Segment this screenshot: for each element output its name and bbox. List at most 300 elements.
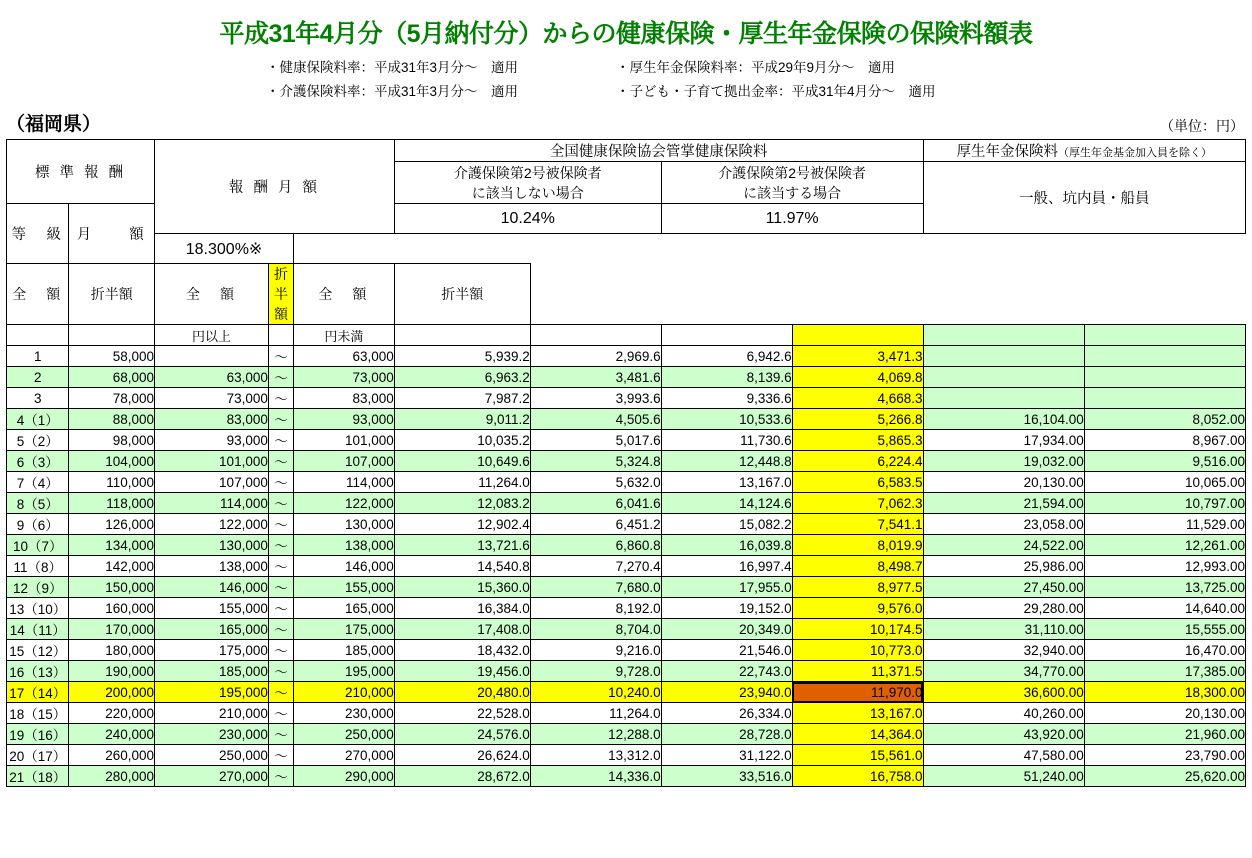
cell-range-from[interactable]: 185,000 bbox=[155, 661, 269, 682]
cell-grade[interactable]: 7（4） bbox=[7, 472, 69, 493]
cell-range-from[interactable]: 195,000 bbox=[155, 682, 269, 703]
cell-range-to[interactable]: 270,000 bbox=[294, 745, 395, 766]
cell-grade[interactable]: 8（5） bbox=[7, 493, 69, 514]
table-row[interactable] bbox=[7, 745, 1246, 766]
cell-range-tilde[interactable]: ～ bbox=[268, 346, 293, 367]
cell-kosei-full[interactable]: 17,934.00 bbox=[923, 430, 1084, 451]
cell-kaigo-half[interactable]: 8,498.7 bbox=[792, 556, 923, 577]
cell-kosei-full[interactable]: 36,600.00 bbox=[923, 682, 1084, 703]
cell-range-tilde[interactable]: ～ bbox=[268, 430, 293, 451]
cell-range-tilde[interactable]: ～ bbox=[268, 724, 293, 745]
cell-range-to[interactable]: 122,000 bbox=[294, 493, 395, 514]
cell-kosei-half[interactable]: 8,052.00 bbox=[1084, 409, 1245, 430]
cell-range-to[interactable]: 185,000 bbox=[294, 640, 395, 661]
cell-monthly-amount[interactable]: 190,000 bbox=[69, 661, 155, 682]
cell-kaigo-full[interactable]: 22,743.0 bbox=[661, 661, 792, 682]
cell-monthly-amount[interactable]: 240,000 bbox=[69, 724, 155, 745]
page-title: 平成31年4月分（5月納付分）からの健康保険・厚生年金保険の保険料額表 bbox=[219, 20, 1033, 48]
cell-monthly-amount[interactable]: 126,000 bbox=[69, 514, 155, 535]
cell-kosei-half[interactable]: 8,967.00 bbox=[1084, 430, 1245, 451]
cell-range-from[interactable]: 250,000 bbox=[155, 745, 269, 766]
cell-kenpo-half[interactable]: 3,993.6 bbox=[530, 388, 661, 409]
cell-kenpo-full[interactable]: 20,480.0 bbox=[394, 682, 530, 703]
cell-kenpo-half[interactable]: 6,451.2 bbox=[530, 514, 661, 535]
cell-kaigo-full[interactable]: 13,167.0 bbox=[661, 472, 792, 493]
cell-kenpo-full[interactable]: 14,540.8 bbox=[394, 556, 530, 577]
cell-kosei-full[interactable]: 34,770.00 bbox=[923, 661, 1084, 682]
header-kenpo-kaigo-full bbox=[155, 264, 269, 325]
cell-kosei-full[interactable]: 23,058.00 bbox=[923, 514, 1084, 535]
spacer-tilde bbox=[268, 325, 293, 346]
rate-kosei: 18.300%※ bbox=[155, 234, 294, 264]
notes-row bbox=[266, 80, 986, 104]
cell-kaigo-half[interactable]: 5,266.8 bbox=[792, 409, 923, 430]
cell-kaigo-full[interactable]: 16,039.8 bbox=[661, 535, 792, 556]
cell-range-from[interactable]: 93,000 bbox=[155, 430, 269, 451]
cell-monthly-amount[interactable]: 180,000 bbox=[69, 640, 155, 661]
cell-range-tilde[interactable]: ～ bbox=[268, 556, 293, 577]
cell-kenpo-full[interactable]: 16,384.0 bbox=[394, 598, 530, 619]
cell-kenpo-half[interactable]: 8,704.0 bbox=[530, 619, 661, 640]
cell-monthly-amount[interactable]: 142,000 bbox=[69, 556, 155, 577]
cell-kosei-full[interactable] bbox=[923, 346, 1084, 367]
cell-kosei-full[interactable]: 19,032.00 bbox=[923, 451, 1084, 472]
cell-kenpo-half[interactable]: 12,288.0 bbox=[530, 724, 661, 745]
header-kenpo-full-text: 全 額 bbox=[12, 286, 64, 303]
cell-grade[interactable]: 3 bbox=[7, 388, 69, 409]
cell-kosei-full[interactable]: 24,522.00 bbox=[923, 535, 1084, 556]
header-yen-above: 円以上 bbox=[155, 325, 269, 346]
cell-kaigo-full[interactable]: 26,334.0 bbox=[661, 703, 792, 724]
header-grade bbox=[7, 204, 69, 264]
cell-kaigo-half[interactable]: 8,977.5 bbox=[792, 577, 923, 598]
header-kenpo-group-text: 全国健康保険協会管掌健康保険料 bbox=[549, 144, 768, 161]
cell-kosei-full[interactable]: 47,580.00 bbox=[923, 745, 1084, 766]
rate-kaigo-applicable: 11.97% bbox=[661, 204, 923, 234]
cell-kaigo-half[interactable]: 10,174.5 bbox=[792, 619, 923, 640]
cell-kaigo-half[interactable]: 11,970.0 bbox=[792, 682, 923, 703]
cell-range-from[interactable]: 114,000 bbox=[155, 493, 269, 514]
cell-kaigo-full[interactable]: 10,533.6 bbox=[661, 409, 792, 430]
cell-kenpo-half[interactable]: 5,324.8 bbox=[530, 451, 661, 472]
cell-kaigo-half[interactable]: 4,069.8 bbox=[792, 367, 923, 388]
cell-kaigo-half[interactable]: 6,583.5 bbox=[792, 472, 923, 493]
cell-kosei-half[interactable]: 13,725.00 bbox=[1084, 577, 1245, 598]
cell-range-from[interactable] bbox=[155, 346, 269, 367]
cell-range-from[interactable]: 101,000 bbox=[155, 451, 269, 472]
cell-kosei-half[interactable]: 12,993.00 bbox=[1084, 556, 1245, 577]
header-general-miner-seafarer bbox=[923, 162, 1245, 234]
cell-range-from[interactable]: 138,000 bbox=[155, 556, 269, 577]
cell-kosei-full[interactable]: 27,450.00 bbox=[923, 577, 1084, 598]
cell-monthly-amount[interactable]: 220,000 bbox=[69, 703, 155, 724]
cell-kaigo-half[interactable]: 9,576.0 bbox=[792, 598, 923, 619]
cell-range-to[interactable]: 138,000 bbox=[294, 535, 395, 556]
cell-kenpo-half[interactable]: 14,336.0 bbox=[530, 766, 661, 787]
cell-kenpo-full[interactable]: 17,408.0 bbox=[394, 619, 530, 640]
header-kaigo-applicable-l2: に該当する場合 bbox=[743, 184, 842, 201]
cell-kenpo-half[interactable]: 6,860.8 bbox=[530, 535, 661, 556]
cell-grade[interactable]: 17（14） bbox=[7, 682, 69, 703]
cell-grade[interactable]: 20（17） bbox=[7, 745, 69, 766]
cell-kenpo-full[interactable]: 18,432.0 bbox=[394, 640, 530, 661]
cell-range-to[interactable]: 83,000 bbox=[294, 388, 395, 409]
cell-grade[interactable]: 2 bbox=[7, 367, 69, 388]
cell-kenpo-full[interactable]: 13,721.6 bbox=[394, 535, 530, 556]
cell-kosei-full[interactable]: 20,130.00 bbox=[923, 472, 1084, 493]
cell-range-from[interactable]: 230,000 bbox=[155, 724, 269, 745]
header-kosei-group bbox=[923, 140, 1245, 162]
table-row[interactable] bbox=[7, 535, 1246, 556]
table-row[interactable] bbox=[7, 682, 1246, 703]
cell-grade[interactable]: 6（3） bbox=[7, 451, 69, 472]
cell-kaigo-half[interactable]: 8,019.9 bbox=[792, 535, 923, 556]
cell-monthly-amount[interactable]: 134,000 bbox=[69, 535, 155, 556]
cell-kaigo-half[interactable]: 13,167.0 bbox=[792, 703, 923, 724]
table-row[interactable] bbox=[7, 766, 1246, 787]
cell-range-to[interactable]: 165,000 bbox=[294, 598, 395, 619]
cell-kosei-half[interactable]: 17,385.00 bbox=[1084, 661, 1245, 682]
note-care-rate: ・介護保険料率：平成31年3月分～ 適用 bbox=[266, 83, 519, 99]
header-monthly-amount-text: 月 額 bbox=[76, 227, 147, 244]
cell-range-from[interactable]: 155,000 bbox=[155, 598, 269, 619]
cell-kosei-half[interactable]: 11,529.00 bbox=[1084, 514, 1245, 535]
cell-monthly-amount[interactable]: 150,000 bbox=[69, 577, 155, 598]
cell-kaigo-full[interactable]: 16,997.4 bbox=[661, 556, 792, 577]
header-kosei-group-text: 厚生年金保険料 bbox=[956, 144, 1059, 161]
cell-range-tilde[interactable]: ～ bbox=[268, 598, 293, 619]
cell-kenpo-half[interactable]: 7,270.4 bbox=[530, 556, 661, 577]
cell-range-from[interactable]: 73,000 bbox=[155, 388, 269, 409]
cell-range-from[interactable]: 107,000 bbox=[155, 472, 269, 493]
cell-kosei-full[interactable]: 51,240.00 bbox=[923, 766, 1084, 787]
cell-kosei-full[interactable] bbox=[923, 388, 1084, 409]
cell-kaigo-full[interactable]: 12,448.8 bbox=[661, 451, 792, 472]
cell-kosei-half[interactable]: 12,261.00 bbox=[1084, 535, 1245, 556]
cell-kaigo-full[interactable]: 20,349.0 bbox=[661, 619, 792, 640]
spacer-kaigo-full bbox=[661, 325, 792, 346]
header-remuneration-monthly-text: 報 酬 月 額 bbox=[228, 180, 320, 197]
note-health-rate: ・健康保険料率：平成31年3月分～ 適用 bbox=[266, 60, 519, 75]
cell-kaigo-half[interactable]: 4,668.3 bbox=[792, 388, 923, 409]
table-row[interactable] bbox=[7, 724, 1246, 745]
cell-grade[interactable]: 14（11） bbox=[7, 619, 69, 640]
cell-range-from[interactable]: 165,000 bbox=[155, 619, 269, 640]
table-row[interactable] bbox=[7, 493, 1246, 514]
cell-kaigo-half[interactable]: 3,471.3 bbox=[792, 346, 923, 367]
cell-kosei-half[interactable]: 10,797.00 bbox=[1084, 493, 1245, 514]
cell-range-tilde[interactable]: ～ bbox=[268, 640, 293, 661]
cell-kosei-half[interactable]: 15,555.00 bbox=[1084, 619, 1245, 640]
cell-kaigo-full[interactable]: 21,546.0 bbox=[661, 640, 792, 661]
cell-monthly-amount[interactable]: 88,000 bbox=[69, 409, 155, 430]
spacer-monthly bbox=[69, 325, 155, 346]
cell-range-from[interactable]: 122,000 bbox=[155, 514, 269, 535]
cell-range-to[interactable]: 101,000 bbox=[294, 430, 395, 451]
cell-kosei-half[interactable] bbox=[1084, 388, 1245, 409]
cell-kosei-half[interactable]: 25,620.00 bbox=[1084, 766, 1245, 787]
cell-range-tilde[interactable]: ～ bbox=[268, 451, 293, 472]
cell-grade[interactable]: 15（12） bbox=[7, 640, 69, 661]
cell-range-tilde[interactable]: ～ bbox=[268, 535, 293, 556]
cell-range-tilde[interactable]: ～ bbox=[268, 703, 293, 724]
cell-range-tilde[interactable]: ～ bbox=[268, 409, 293, 430]
cell-range-from[interactable]: 146,000 bbox=[155, 577, 269, 598]
cell-monthly-amount[interactable]: 58,000 bbox=[69, 346, 155, 367]
cell-range-to[interactable]: 230,000 bbox=[294, 703, 395, 724]
cell-kaigo-full[interactable]: 6,942.6 bbox=[661, 346, 792, 367]
header-kenpo-kaigo-half bbox=[268, 264, 293, 325]
cell-monthly-amount[interactable]: 118,000 bbox=[69, 493, 155, 514]
table-row[interactable] bbox=[7, 388, 1246, 409]
cell-kenpo-half[interactable]: 7,680.0 bbox=[530, 577, 661, 598]
cell-kaigo-full[interactable]: 11,730.6 bbox=[661, 430, 792, 451]
spacer-kosei-full bbox=[923, 325, 1084, 346]
cell-kenpo-half[interactable]: 6,041.6 bbox=[530, 493, 661, 514]
cell-kenpo-full[interactable]: 7,987.2 bbox=[394, 388, 530, 409]
cell-kenpo-full[interactable]: 6,963.2 bbox=[394, 367, 530, 388]
cell-kaigo-full[interactable]: 9,336.6 bbox=[661, 388, 792, 409]
cell-kenpo-full[interactable]: 24,576.0 bbox=[394, 724, 530, 745]
cell-range-to[interactable]: 175,000 bbox=[294, 619, 395, 640]
cell-range-to[interactable]: 195,000 bbox=[294, 661, 395, 682]
cell-kenpo-half[interactable]: 9,728.0 bbox=[530, 661, 661, 682]
cell-range-from[interactable]: 210,000 bbox=[155, 703, 269, 724]
table-row[interactable] bbox=[7, 346, 1246, 367]
cell-range-to[interactable]: 93,000 bbox=[294, 409, 395, 430]
cell-monthly-amount[interactable]: 104,000 bbox=[69, 451, 155, 472]
cell-kosei-half[interactable]: 23,790.00 bbox=[1084, 745, 1245, 766]
cell-range-from[interactable]: 175,000 bbox=[155, 640, 269, 661]
cell-kosei-full[interactable]: 31,110.00 bbox=[923, 619, 1084, 640]
cell-range-to[interactable]: 210,000 bbox=[294, 682, 395, 703]
cell-grade[interactable]: 12（9） bbox=[7, 577, 69, 598]
header-kenpo-kaigo-full-text: 全 額 bbox=[185, 286, 237, 303]
header-kaigo-applicable bbox=[661, 162, 923, 204]
header-kosei-half bbox=[394, 264, 530, 325]
header-kaigo-not-applicable-l2: に該当しない場合 bbox=[471, 184, 584, 201]
cell-kaigo-half[interactable]: 10,773.0 bbox=[792, 640, 923, 661]
cell-kaigo-full[interactable]: 14,124.6 bbox=[661, 493, 792, 514]
cell-kosei-half[interactable]: 16,470.00 bbox=[1084, 640, 1245, 661]
cell-kaigo-half[interactable]: 7,541.1 bbox=[792, 514, 923, 535]
table-row[interactable] bbox=[7, 430, 1246, 451]
cell-kaigo-full[interactable]: 31,122.0 bbox=[661, 745, 792, 766]
prefecture-row bbox=[0, 103, 1252, 139]
cell-monthly-amount[interactable]: 110,000 bbox=[69, 472, 155, 493]
cell-kosei-half[interactable]: 20,130.00 bbox=[1084, 703, 1245, 724]
cell-grade[interactable]: 13（10） bbox=[7, 598, 69, 619]
cell-grade[interactable]: 18（15） bbox=[7, 703, 69, 724]
cell-kenpo-half[interactable]: 4,505.6 bbox=[530, 409, 661, 430]
cell-kosei-full[interactable]: 29,280.00 bbox=[923, 598, 1084, 619]
cell-kenpo-half[interactable]: 8,192.0 bbox=[530, 598, 661, 619]
cell-range-tilde[interactable]: ～ bbox=[268, 577, 293, 598]
cell-kenpo-full[interactable]: 11,264.0 bbox=[394, 472, 530, 493]
header-general-miner-seafarer-text: 一般、坑内員・船員 bbox=[1019, 191, 1150, 208]
cell-range-to[interactable]: 155,000 bbox=[294, 577, 395, 598]
table-row[interactable] bbox=[7, 598, 1246, 619]
header-kaigo-not-applicable-l1: 介護保険第2号被保険者 bbox=[453, 164, 602, 181]
cell-kenpo-half[interactable]: 13,312.0 bbox=[530, 745, 661, 766]
cell-kosei-half[interactable]: 10,065.00 bbox=[1084, 472, 1245, 493]
cell-range-tilde[interactable]: ～ bbox=[268, 745, 293, 766]
spacer-kenpo-full bbox=[394, 325, 530, 346]
cell-range-tilde[interactable]: ～ bbox=[268, 388, 293, 409]
cell-kosei-full[interactable] bbox=[923, 367, 1084, 388]
cell-kaigo-half[interactable]: 11,371.5 bbox=[792, 661, 923, 682]
table-row[interactable] bbox=[7, 577, 1246, 598]
cell-range-tilde[interactable]: ～ bbox=[268, 493, 293, 514]
cell-kaigo-half[interactable]: 6,224.4 bbox=[792, 451, 923, 472]
cell-kosei-full[interactable]: 43,920.00 bbox=[923, 724, 1084, 745]
cell-grade[interactable]: 16（13） bbox=[7, 661, 69, 682]
cell-kenpo-full[interactable]: 26,624.0 bbox=[394, 745, 530, 766]
cell-kenpo-half[interactable]: 3,481.6 bbox=[530, 367, 661, 388]
spacer-kaigo-half bbox=[792, 325, 923, 346]
cell-monthly-amount[interactable]: 260,000 bbox=[69, 745, 155, 766]
rate-kaigo-not-applicable: 10.24% bbox=[394, 204, 661, 234]
cell-kaigo-half[interactable]: 14,364.0 bbox=[792, 724, 923, 745]
cell-grade[interactable]: 11（8） bbox=[7, 556, 69, 577]
cell-range-tilde[interactable]: ～ bbox=[268, 514, 293, 535]
cell-kaigo-full[interactable]: 19,152.0 bbox=[661, 598, 792, 619]
cell-kenpo-half[interactable]: 10,240.0 bbox=[530, 682, 661, 703]
spacer-kosei-half bbox=[1084, 325, 1245, 346]
spacer-kenpo-half bbox=[530, 325, 661, 346]
cell-kenpo-half[interactable]: 11,264.0 bbox=[530, 703, 661, 724]
cell-kosei-half[interactable]: 18,300.00 bbox=[1084, 682, 1245, 703]
cell-kenpo-full[interactable]: 5,939.2 bbox=[394, 346, 530, 367]
cell-kosei-half[interactable] bbox=[1084, 346, 1245, 367]
header-kenpo-half-text: 折半額 bbox=[90, 286, 133, 303]
note-childcare-rate: ・子ども・子育て拠出金率：平成31年4月分～ 適用 bbox=[616, 83, 936, 99]
notes-block bbox=[266, 56, 986, 103]
cell-range-tilde[interactable]: ～ bbox=[268, 766, 293, 787]
cell-kosei-half[interactable]: 14,640.00 bbox=[1084, 598, 1245, 619]
cell-monthly-amount[interactable]: 78,000 bbox=[69, 388, 155, 409]
cell-kaigo-half[interactable]: 5,865.3 bbox=[792, 430, 923, 451]
cell-range-tilde[interactable]: ～ bbox=[268, 661, 293, 682]
table-row[interactable] bbox=[7, 703, 1246, 724]
cell-kaigo-full[interactable]: 17,955.0 bbox=[661, 577, 792, 598]
header-monthly-amount bbox=[69, 204, 155, 264]
cell-range-to[interactable]: 107,000 bbox=[294, 451, 395, 472]
table-row[interactable] bbox=[7, 661, 1246, 682]
cell-grade[interactable]: 9（6） bbox=[7, 514, 69, 535]
cell-range-tilde[interactable]: ～ bbox=[268, 367, 293, 388]
cell-kaigo-full[interactable]: 8,139.6 bbox=[661, 367, 792, 388]
cell-range-tilde[interactable]: ～ bbox=[268, 472, 293, 493]
cell-grade[interactable]: 10（7） bbox=[7, 535, 69, 556]
cell-kenpo-half[interactable]: 9,216.0 bbox=[530, 640, 661, 661]
cell-kenpo-full[interactable]: 15,360.0 bbox=[394, 577, 530, 598]
header-kosei-half-text: 折半額 bbox=[441, 286, 484, 303]
cell-kosei-full[interactable]: 25,986.00 bbox=[923, 556, 1084, 577]
cell-kenpo-full[interactable]: 10,649.6 bbox=[394, 451, 530, 472]
cell-kosei-half[interactable] bbox=[1084, 367, 1245, 388]
table-row[interactable] bbox=[7, 409, 1246, 430]
cell-monthly-amount[interactable]: 280,000 bbox=[69, 766, 155, 787]
cell-kenpo-full[interactable]: 28,672.0 bbox=[394, 766, 530, 787]
cell-monthly-amount[interactable]: 160,000 bbox=[69, 598, 155, 619]
cell-grade[interactable]: 5（2） bbox=[7, 430, 69, 451]
cell-kenpo-full[interactable]: 19,456.0 bbox=[394, 661, 530, 682]
cell-kenpo-full[interactable]: 22,528.0 bbox=[394, 703, 530, 724]
cell-range-tilde[interactable]: ～ bbox=[268, 682, 293, 703]
cell-kenpo-full[interactable]: 12,902.4 bbox=[394, 514, 530, 535]
header-yen-below: 円未満 bbox=[294, 325, 395, 346]
cell-kenpo-half[interactable]: 5,017.6 bbox=[530, 430, 661, 451]
cell-monthly-amount[interactable]: 68,000 bbox=[69, 367, 155, 388]
premium-table-body bbox=[7, 346, 1246, 787]
cell-monthly-amount[interactable]: 200,000 bbox=[69, 682, 155, 703]
cell-kosei-full[interactable]: 32,940.00 bbox=[923, 640, 1084, 661]
cell-range-from[interactable]: 130,000 bbox=[155, 535, 269, 556]
cell-range-to[interactable]: 130,000 bbox=[294, 514, 395, 535]
table-row[interactable] bbox=[7, 556, 1246, 577]
cell-kosei-half[interactable]: 9,516.00 bbox=[1084, 451, 1245, 472]
cell-kosei-full[interactable]: 16,104.00 bbox=[923, 409, 1084, 430]
cell-range-from[interactable]: 83,000 bbox=[155, 409, 269, 430]
cell-kenpo-full[interactable]: 9,011.2 bbox=[394, 409, 530, 430]
cell-kaigo-half[interactable]: 16,758.0 bbox=[792, 766, 923, 787]
cell-kaigo-full[interactable]: 33,516.0 bbox=[661, 766, 792, 787]
cell-kaigo-half[interactable]: 7,062.3 bbox=[792, 493, 923, 514]
table-row[interactable] bbox=[7, 367, 1246, 388]
cell-kaigo-full[interactable]: 28,728.0 bbox=[661, 724, 792, 745]
header-remuneration-monthly bbox=[155, 140, 395, 234]
cell-range-tilde[interactable]: ～ bbox=[268, 619, 293, 640]
cell-kenpo-full[interactable]: 10,035.2 bbox=[394, 430, 530, 451]
cell-grade[interactable]: 19（16） bbox=[7, 724, 69, 745]
cell-range-to[interactable]: 146,000 bbox=[294, 556, 395, 577]
cell-range-from[interactable]: 63,000 bbox=[155, 367, 269, 388]
table-row[interactable] bbox=[7, 640, 1246, 661]
header-kenpo-half bbox=[69, 264, 155, 325]
cell-kosei-half[interactable]: 21,960.00 bbox=[1084, 724, 1245, 745]
cell-kosei-full[interactable]: 21,594.00 bbox=[923, 493, 1084, 514]
notes-row bbox=[266, 56, 986, 80]
cell-range-to[interactable]: 73,000 bbox=[294, 367, 395, 388]
cell-kaigo-full[interactable]: 23,940.0 bbox=[661, 682, 792, 703]
table-row[interactable] bbox=[7, 514, 1246, 535]
table-row[interactable] bbox=[7, 619, 1246, 640]
note-pension-rate: ・厚生年金保険料率：平成29年9月分～ 適用 bbox=[616, 60, 896, 75]
table-row[interactable] bbox=[7, 451, 1246, 472]
cell-range-from[interactable]: 270,000 bbox=[155, 766, 269, 787]
header-standard-remuneration bbox=[7, 140, 155, 204]
cell-kenpo-full[interactable]: 12,083.2 bbox=[394, 493, 530, 514]
cell-grade[interactable]: 4（1） bbox=[7, 409, 69, 430]
cell-range-to[interactable]: 290,000 bbox=[294, 766, 395, 787]
cell-kenpo-half[interactable]: 2,969.6 bbox=[530, 346, 661, 367]
table-row[interactable] bbox=[7, 472, 1246, 493]
cell-kenpo-half[interactable]: 5,632.0 bbox=[530, 472, 661, 493]
cell-grade[interactable]: 1 bbox=[7, 346, 69, 367]
cell-monthly-amount[interactable]: 98,000 bbox=[69, 430, 155, 451]
cell-range-to[interactable]: 114,000 bbox=[294, 472, 395, 493]
cell-range-to[interactable]: 63,000 bbox=[294, 346, 395, 367]
cell-kaigo-full[interactable]: 15,082.2 bbox=[661, 514, 792, 535]
cell-range-to[interactable]: 250,000 bbox=[294, 724, 395, 745]
cell-kosei-full[interactable]: 40,260.00 bbox=[923, 703, 1084, 724]
header-kaigo-applicable-l1: 介護保険第2号被保険者 bbox=[718, 164, 867, 181]
header-kosei-full bbox=[294, 264, 395, 325]
cell-grade[interactable]: 21（18） bbox=[7, 766, 69, 787]
cell-kaigo-half[interactable]: 15,561.0 bbox=[792, 745, 923, 766]
cell-monthly-amount[interactable]: 170,000 bbox=[69, 619, 155, 640]
